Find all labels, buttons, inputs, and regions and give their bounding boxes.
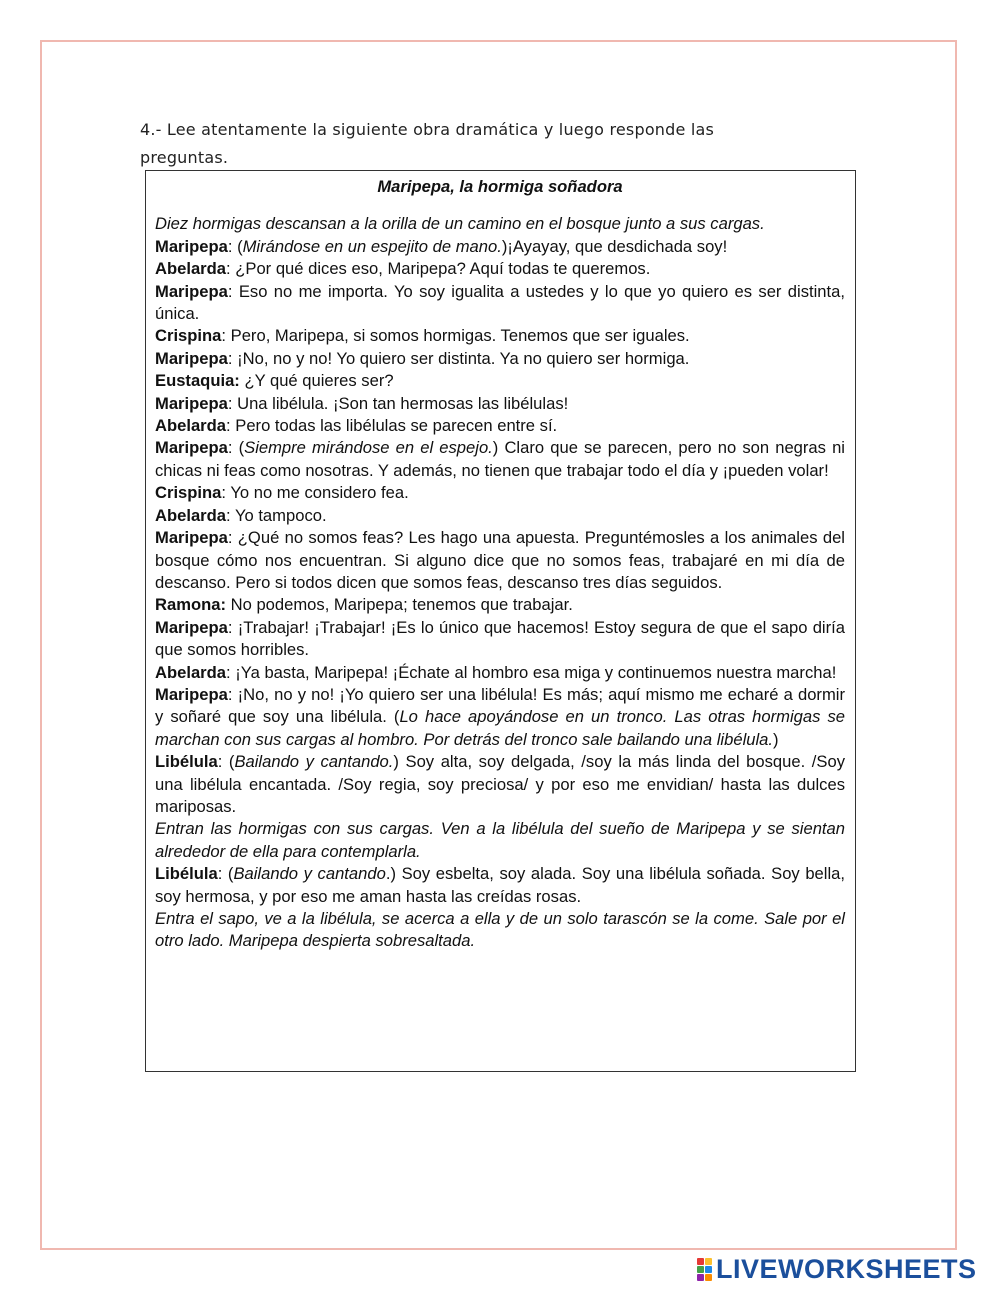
play-line bbox=[155, 818, 845, 863]
logo-block bbox=[697, 1266, 704, 1273]
stage-direction: Entra el sapo, ve a la libélula, se acerca a ella y de un solo tarascón se la come. Sale por el otro lado. Maripepa despierta sobresaltada. bbox=[155, 909, 845, 951]
play-line bbox=[155, 236, 845, 258]
line-punctuation: : ( bbox=[217, 864, 234, 884]
dialogue-text: ) Claro que se parecen, pero no son negras ni chicas ni feas como nosotras. Y además, no tienen que trabajar todo el día y ¡pueden volar! bbox=[155, 438, 845, 480]
play-line bbox=[155, 482, 845, 504]
line-punctuation: : ( bbox=[227, 438, 245, 458]
stage-direction: Bailando y cantando bbox=[233, 864, 386, 884]
line-punctuation: : bbox=[227, 281, 239, 301]
line-punctuation: : bbox=[221, 326, 231, 346]
dialogue-text: Pero, Maripepa, si somos hormigas. Tenemos que ser iguales. bbox=[230, 326, 690, 346]
play-text-box bbox=[145, 170, 856, 1072]
play-line bbox=[155, 213, 845, 235]
speaker-name: Eustaquia: bbox=[155, 371, 240, 391]
play-line bbox=[155, 415, 845, 437]
line-punctuation: : bbox=[227, 617, 238, 637]
line-punctuation: : bbox=[226, 505, 235, 525]
dialogue-text: .) Soy esbelta, soy alada. Soy una libélula soñada. Soy bella, soy hermosa, y por eso me aman hasta las creídas rosas. bbox=[155, 864, 845, 906]
speaker-name: Maripepa bbox=[155, 617, 228, 637]
stage-direction: Siempre mirándose en el espejo. bbox=[244, 438, 493, 458]
stage-direction: Lo hace apoyándose en un tronco. Las otras hormigas se marchan con sus cargas al hombro. Por detrás del tronco sale bailando una libélula. bbox=[155, 707, 846, 749]
play-line bbox=[155, 751, 845, 818]
dialogue-text: ¿Y qué quieres ser? bbox=[244, 371, 394, 391]
dialogue-text: ) Soy alta, soy delgada, /soy la más linda del bosque. /Soy una libélula encantada. /Soy regia, soy preciosa/ y por eso me envidian/ hasta las dulces mariposas. bbox=[155, 752, 845, 816]
speaker-name: Abelarda bbox=[155, 662, 227, 682]
dialogue-text: ¡No, no y no! ¡Yo quiero ser una libélula! Es más; aquí mismo me echaré a dormir y soñaré que soy una libélula. ( bbox=[155, 684, 845, 727]
play-line bbox=[155, 594, 845, 616]
speaker-name: Abelarda bbox=[155, 505, 227, 525]
dialogue-text: ¡No, no y no! Yo quiero ser distinta. Ya no quiero ser hormiga. bbox=[237, 348, 690, 368]
line-punctuation: : ( bbox=[217, 752, 235, 772]
logo-block bbox=[705, 1258, 712, 1265]
speaker-name: Maripepa bbox=[155, 528, 228, 548]
speaker-name: Crispina bbox=[155, 326, 222, 346]
speaker-name: Abelarda bbox=[155, 416, 227, 436]
play-line bbox=[155, 617, 845, 662]
line-punctuation: : bbox=[221, 483, 231, 503]
play-line bbox=[155, 527, 845, 594]
play-line bbox=[155, 281, 845, 326]
speaker-name: Abelarda bbox=[155, 259, 227, 279]
stage-direction: Mirándose en un espejito de mano. bbox=[242, 236, 502, 256]
logo-block bbox=[697, 1274, 704, 1281]
logo-block bbox=[697, 1258, 704, 1265]
dialogue-text: ¡Ya basta, Maripepa! ¡Échate al hombro esa miga y continuemos nuestra marcha! bbox=[235, 662, 837, 682]
liveworksheets-logo-icon bbox=[697, 1258, 712, 1281]
instruction-text: 4.- Lee atentamente la siguiente obra dramática y luego responde las preguntas. bbox=[140, 120, 715, 167]
play-line bbox=[155, 348, 845, 370]
line-punctuation: : bbox=[227, 684, 238, 704]
line-punctuation: : bbox=[226, 416, 236, 436]
line-punctuation: : bbox=[227, 348, 238, 368]
play-line bbox=[155, 258, 845, 280]
play-line bbox=[155, 505, 845, 527]
play-line bbox=[155, 863, 845, 908]
play-line bbox=[155, 662, 845, 684]
speaker-name: Libélula bbox=[155, 864, 218, 884]
play-line bbox=[155, 908, 845, 953]
dialogue-text: ¡Trabajar! ¡Trabajar! ¡Es lo único que hacemos! Estoy segura de que el sapo diría que somos horribles. bbox=[155, 617, 845, 660]
dialogue-text: Pero todas las libélulas se parecen entre sí. bbox=[235, 416, 558, 436]
dialogue-text: )¡Ayayay, que desdichada soy! bbox=[501, 236, 728, 256]
play-line bbox=[155, 370, 845, 392]
line-punctuation: : bbox=[227, 528, 238, 548]
liveworksheets-logo bbox=[697, 1254, 977, 1284]
dialogue-text: Yo tampoco. bbox=[234, 505, 327, 525]
logo-block bbox=[705, 1274, 712, 1281]
play-lines bbox=[155, 213, 845, 952]
dialogue-text: Yo no me considero fea. bbox=[230, 483, 409, 503]
speaker-name: Maripepa bbox=[155, 438, 228, 458]
play-title: Maripepa, la hormiga soñadora bbox=[377, 177, 623, 196]
dialogue-text: Eso no me importa. Yo soy igualita a ustedes y lo que yo quiero es ser distinta, única. bbox=[155, 281, 845, 324]
liveworksheets-logo-text: LIVEWORKSHEETS bbox=[716, 1253, 977, 1284]
play-line bbox=[155, 437, 845, 482]
dialogue-text: ¿Por qué dices eso, Maripepa? Aquí todas te queremos. bbox=[235, 259, 651, 279]
speaker-name: Maripepa bbox=[155, 348, 228, 368]
line-punctuation: : bbox=[227, 393, 238, 413]
line-punctuation: : ( bbox=[227, 236, 243, 256]
dialogue-text: ) bbox=[773, 729, 779, 749]
stage-direction: Entran las hormigas con sus cargas. Ven a la libélula del sueño de Maripepa y se sientan alrededor de ella para contemplarla. bbox=[155, 819, 845, 861]
play-line bbox=[155, 684, 845, 751]
dialogue-text: ¿Qué no somos feas? Les hago una apuesta. Preguntémosles a los animales del bosque cómo nos encuentran. Si alguno dice que no somos feas, trabajaré en mi día de descanso. Pero si todos dicen que somos feas, descanso tres días seguidos. bbox=[155, 528, 845, 592]
line-punctuation: : bbox=[226, 259, 236, 279]
speaker-name: Crispina bbox=[155, 483, 222, 503]
stage-direction: Diez hormigas descansan a la orilla de un camino en el bosque junto a sus cargas. bbox=[155, 214, 765, 234]
dialogue-text: No podemos, Maripepa; tenemos que trabajar. bbox=[230, 595, 573, 615]
play-line bbox=[155, 393, 845, 415]
play-line bbox=[155, 325, 845, 347]
speaker-name: Ramona: bbox=[155, 595, 226, 615]
dialogue-text: Una libélula. ¡Son tan hermosas las libélulas! bbox=[237, 393, 569, 413]
speaker-name: Maripepa bbox=[155, 236, 228, 256]
line-punctuation: : bbox=[226, 662, 236, 682]
speaker-name: Maripepa bbox=[155, 684, 228, 704]
logo-block bbox=[705, 1266, 712, 1273]
speaker-name: Libélula bbox=[155, 752, 218, 772]
stage-direction: Bailando y cantando. bbox=[234, 752, 394, 772]
speaker-name: Maripepa bbox=[155, 281, 228, 301]
speaker-name: Maripepa bbox=[155, 393, 228, 413]
